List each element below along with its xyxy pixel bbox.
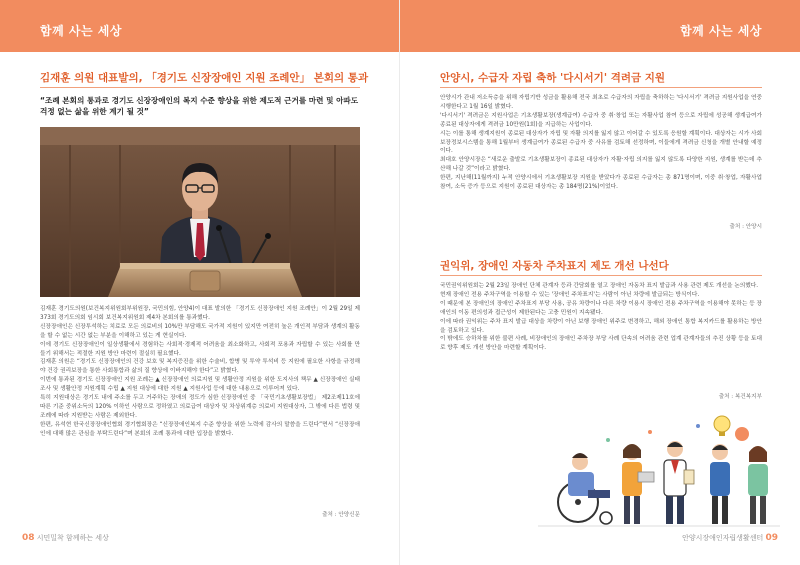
article1-paragraph: 한편, 지난해(11월까지) 누적 안양시에서 기초생활보장 지원을 받았다가 종료된 수급자는 총 871명이며, 이중 취·창업, 자활사업 참여, 소득 증가 등으로 지원이 종료된 대상자는 총 184명(21%)이었다. xyxy=(440,175,762,191)
left-page-number: 08 xyxy=(22,533,35,543)
right-footer xyxy=(682,533,778,543)
article2-paragraph: 이 밖에도 승하차를 위한 불편 사례, 비장애인의 장애인 주차장 부당 사례 단속의 어려움 관련 업계 관계자들의 추진 상황 등을 토대로 향후 제도 개선 방안을 마련할 계획이다. xyxy=(440,336,762,352)
right-page-number: 09 xyxy=(765,533,778,543)
article2-paragraph: 이 때문에 본 장애인의 장애인 주차표지 부당 사용, 공유 차량이나 다른 차량 이용시 장애인 전용 주차구역을 이용해야 못하는 등 장애인의 이동 편의성과 접근성이 제한된다는 고충 민원이 지속됐다. xyxy=(440,300,762,316)
article2-paragraph: 현재 장애인 전용 주차구역을 이용할 수 있는 '장애인 주차표지'는 사람이 아닌 차량에 발급되는 방식이다. xyxy=(440,291,700,298)
left-paragraph: 김재훈 의원은 “경기도 신장장애인의 건강 보호 및 복지증진을 위한 수술비, 합병 및 투약 투석비 등 지원에 필요한 사항을 규정해야 건강 권리보장을 통한 사회통합과 삶의 질 향상에 이바지해야 한다”고 밝혔다. xyxy=(40,359,360,375)
left-paragraph: 이에 경기도 신장장애인이 일상생활에서 경험하는 사회적·경제적 어려움을 최소화하고, 사회적 포용과 자립할 수 있는 사회를 만들기 위해서는 적절한 지원 방안 마련이 절실히 필요했다. xyxy=(40,341,360,357)
left-article-title: 김재훈 의원 대표발의, 「경기도 신장장애인 지원 조례안」 본회의 통과 xyxy=(40,72,369,84)
article1-title: 안양시, 수급자 자립 축하 '다시서기' 격려금 지원 xyxy=(440,72,666,84)
article2-title: 권익위, 장애인 자동차 주차표지 제도 개선 나선다 xyxy=(440,260,669,272)
article2-paragraph: 국민권익위원회는 2월 23일 장애인 단체 관계자 등과 간담회를 열고 장애인 자동차 표지 발급과 사용 관련 제도 개선을 논의했다. xyxy=(440,283,759,289)
accessibility-illustration xyxy=(538,402,780,530)
article1-source: 출처 : 안양시 xyxy=(729,224,762,230)
article1-paragraph: '다시서기' 격려금은 지원사업은 기초생활보장(생계급여) 수급자 중 취·창업 또는 자활사업 참여 등으로 자립에 성공해 생계급여가 종료된 대상자에게 격려금 10만원(1회)을 지급하는 사업이다. xyxy=(440,112,762,128)
left-banner xyxy=(0,0,400,52)
left-banner-title: 함께 사는 세상 xyxy=(40,24,122,38)
article1-paragraph: 최대호 안양시장은 “새로운 출발로 기초생활보장이 종료된 대상자가 자활·자립 의지를 잃지 않도록 다양한 지원, 생계를 받는데 추산해 나갈 것”이라고 밝혔다. xyxy=(440,157,762,173)
article1-title-rule xyxy=(440,87,762,88)
left-paragraph: 한편, 유석현 한국신장장애인협회 경기협회장은 “신장장애인복지 수준 향상을 위한 노력에 감사의 말씀을 드린다”면서 “신장장애인에 대해 많은 관심을 부탁드린다”며 본회의 조례 통과에 대한 입장을 밝혔다. xyxy=(40,421,360,437)
left-paragraph: 특히 지원대상은 경기도 내에 주소를 두고 거주하는 장애의 정도가 심한 신장장애인 중 「국민기초생활보장법」 제2조제11호에 따른 기준 중위소득의 120% 이하인 사람으로 정하였고 의료급여 대상자 및 차상위계층 의료비 지원대상자, 그 밖에 다른 법령 및 조례에 따라 지원받는 사람은 제외한다. xyxy=(40,395,360,419)
left-lead-quote: “조례 본회의 통과로 경기도 신장장애인의 복지 수준 향상을 위한 제도적 근거를 마련 및 아파도 걱정 없는 삶을 위한 계기 될 것” xyxy=(40,96,359,116)
article2-title-rule xyxy=(440,275,762,276)
left-source: 출처 : 안양신문 xyxy=(322,512,360,518)
left-paragraph: 신장장애인은 신장투석하는 치료로 모든 의료비의 10%만 부담해도 국가적 지원이 있지만 여전히 높은 개인적 부담과 생계의 활동을 할 수 없는 시간 없는 부분을 이해하고 있는 게 현실이다. xyxy=(40,323,360,339)
left-body xyxy=(40,305,360,439)
article2-source: 출처 : 복건복지부 xyxy=(718,394,762,400)
article1-paragraph: 안양시가 관내 저소득층을 위해 자립기반 성금을 활용해 전국 최초로 수급자의 자립을 축하하는 '다시서기' 격려금 지원사업을 연중 시행한다고 1월 16일 밝혔다. xyxy=(440,95,762,110)
left-footer-label: 시민밀착 함께하는 세상 xyxy=(36,534,109,542)
article1-paragraph: 시는 이를 통해 생계지원이 종료된 대상자가 자립 및 자활 의지를 잃지 않고 이어갈 수 있도록 응원할 계획이다. 대상자는 시가 사회보장정보시스템을 통해 1월부터 생계급여가 종료된 수급자 중 사유를 검토해 선정하며, 이들에게 격려금 신청을 개별 안내할 예정이다. xyxy=(440,130,762,155)
right-footer-label: 안양시장애인자립생활센터 xyxy=(682,534,764,542)
article2-paragraph: 이에 따라 권익위는 주차 표지 발급 대상을 차량이 아닌 보행 장애인 위주로 변경하고, 해외 장애인 통합 복지카드를 활용하는 방안을 검토하고 있다. xyxy=(440,318,762,334)
left-paragraph: 이번에 통과된 경기도 신장장애인 지원 조례는 ▲ 신장장애인 의료지원 및 생활안정 지원을 위한 도지사의 책무 ▲ 신장장애인 실태조사 및 생활안정 지원계획 수립 ▲ 지원 대상에 대한 지원 ▲ 지원사업 등에 대한 내용으로 이루어져 있다. xyxy=(40,377,360,393)
left-title-rule xyxy=(40,87,360,88)
right-page xyxy=(400,0,800,565)
photo-council-speaker xyxy=(40,127,360,297)
right-banner xyxy=(400,0,800,52)
illustration-accessible-people xyxy=(538,402,780,530)
right-banner-title: 함께 사는 세상 xyxy=(680,24,762,38)
left-paragraph: 김재훈 경기도의원(보건복지위원회부위원장, 국민의힘, 안양4)이 대표 발의한 「경기도 신장장애인 지원 조례안」이 2월 29일 제373회 경기도의회 임시회 보건복지위원회 제4차 본회의를 통과했다. xyxy=(40,306,360,321)
council-photo xyxy=(40,127,360,297)
article2-body xyxy=(440,282,762,353)
article1-body xyxy=(440,94,762,192)
left-footer xyxy=(22,533,109,543)
